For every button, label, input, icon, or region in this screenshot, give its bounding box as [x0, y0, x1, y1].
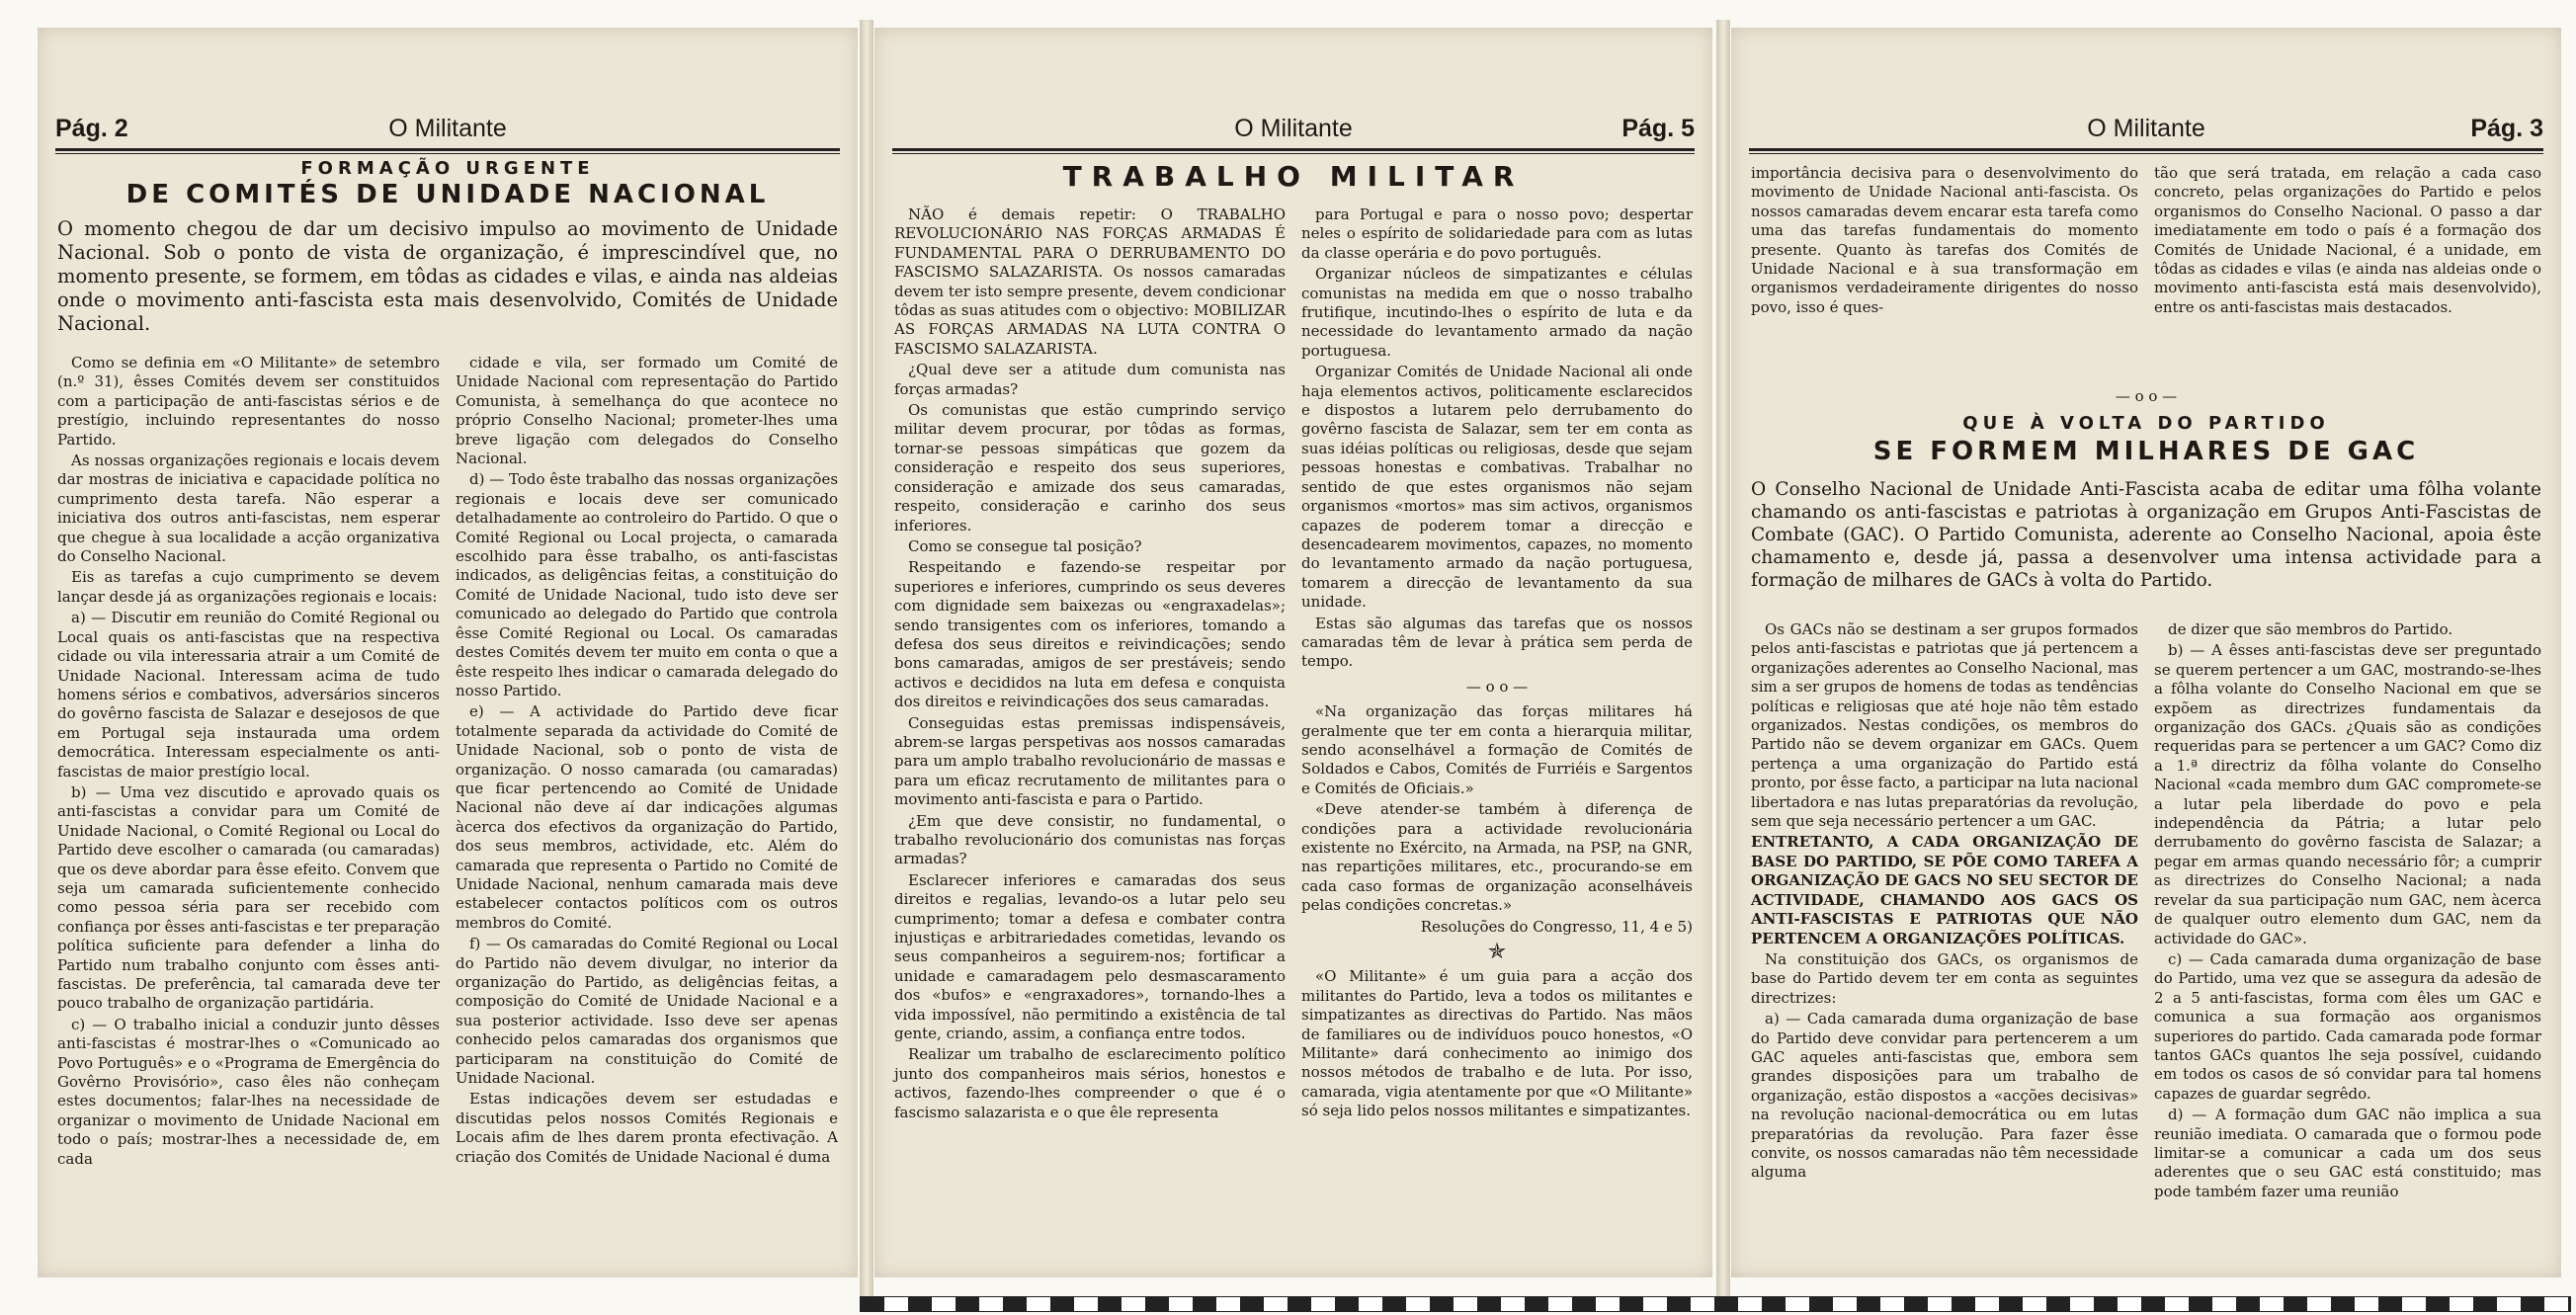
header-rule [892, 148, 1695, 151]
paragraph: Eis as tarefas a cujo cumprimento se devem lançar desde já as organizações regionais e locais: [57, 568, 440, 606]
page-fold [860, 20, 873, 1304]
masthead: O Militante [388, 115, 507, 142]
paragraph: b) — A êsses anti-fascistas deve ser preguntado se querem pertencer a um GAC, mostrando-se-lhes a fôlha volante do Conselho Nacional em que se expõem as directrizes fundamentais da organização dos GACs. ¿Quais são as condições requeridas para se pertencer a um GAC? Como diz a 1.ª directriz da fôlha volante do Conselho Nacional «cada membro dum GAC compromete-se a lutar pela liberdade do povo e pela independência da Pátria; a lutar pelo derrubamento do govêrno fascista de Salazar; a pegar em armas quando necessário fôr; a cumprir as directrizes do Conselho Nacional; a nada revelar da sua participação num GAC, nem àcerca de qualquer outro elemento dum GAC, nem da actividade do GAC». [2154, 641, 2541, 947]
page-2 [38, 28, 858, 1277]
page-number: Pág. 2 [55, 115, 128, 142]
paragraph: c) — O trabalho inicial a conduzir junto dêsses anti-fascistas é mostrar-lhes o «Comunicado ao Povo Português» e o «Programa de Emergência do Govêrno Provisório», caso êles não conheçam estes documentos; falar-lhes na necessidade de organizar o movimento de Unidade Nacional em todo o país; mostrar-lhes a necessidade de, em cada [57, 1015, 440, 1168]
column-right [2154, 620, 2541, 1203]
article-kicker: QUE À VOLTA DO PARTIDO [1962, 413, 2330, 434]
section-divider: — o o — [1465, 677, 1529, 696]
paragraph: Os comunistas que estão cumprindo serviço militar devem procurar, por tôdas as formas, tornar-se pessoas simpáticas que gozem da consideração e respeito dos seus superiores, consideração e amizade dos seus camaradas, respeito, consideração e carinho dos seus inferiores. [894, 401, 1286, 534]
column-left [894, 205, 1286, 1124]
masthead: O Militante [2087, 115, 2205, 142]
quotation: «Deve atender-se também à diferença de condições para a actividade revolucionária existente no Exército, na Armada, na PSP, na GNR, nas repartições militares, etc., procurando-se em cada caso formas de organização aconselháveis pelas condições concretas.» [1301, 800, 1693, 915]
header-rule-thin [55, 153, 840, 154]
continued-columns [1751, 164, 2541, 319]
article-columns [57, 354, 838, 1171]
paragraph: Estas indicações devem ser estudadas e discutidas pelos nossos Comités Regionais e Locais afim de lhes darem pronta efectivação. A criação dos Comités de Unidade Nacional é duma [456, 1090, 838, 1166]
header-rule-thin [1749, 153, 2543, 154]
paragraph: Respeitando e fazendo-se respeitar por superiores e inferiores, cumprindo os seus deveres com dignidade sem baixezas ou «engraxadelas»; sendo transigentes com os inferiores, tomando a defesa dos seus direitos e reivindicações; sendo bons camaradas, amigos de ser prestáveis; sendo activos e decididos na luta em defesa e conquista dos direitos e reivindicações dos seus camaradas. [894, 558, 1286, 711]
paragraph: d) — A formação dum GAC não implica a sua reunião imediata. O camarada que o formou pode limitar-se a comunicar a cada um dos seus aderentes que o seu GAC está constituido; mas pode também fazer uma reunião [2154, 1106, 2541, 1200]
column-left [1751, 164, 2138, 319]
paragraph: para Portugal e para o nosso povo; despertar neles o espírito de solidariedade para com as lutas da classe operária e do povo português. [1301, 205, 1693, 262]
paragraph: b) — Uma vez discutido e aprovado quais os anti-fascistas a convidar para um Comité de Unidade Nacional, o Comité Regional ou Local do Partido deve escolher o camarada (ou camaradas) que os deve abordar para êsse efeito. Convem que seja um camarada suficientemente conhecido como pessoa séria para ser recebido com confiança por êsses anti-fascistas e ter preparação política suficiente para defender a linha do Partido num trabalho conjunto com êsses anti-fascistas. De preferência, tal camarada deve ter pouco trabalho de organização partidária. [57, 782, 440, 1013]
paragraph: «O Militante» é um guia para a acção dos militantes do Partido, leva a todos os militantes e simpatizantes as directivas do Partido. Nas mãos de familiares ou de indivíduos pouco honestos, «O Militante» dará conhecimento ao inimigo dos nossos métodos de trabalho e de luta. Por isso, camarada, vigia atentamente por que «O Militante» só seja lido pelos nossos militantes e simpatizantes. [1301, 967, 1693, 1120]
paragraph: a) — Discutir em reunião do Comité Regional ou Local quais os anti-fascistas que na respectiva cidade ou vila interessaria atrair a um Comité de Unidade Nacional. Interessam acima de tudo homens sérios e combativos, adversários sinceros do govêrno fascista de Salazar e desejosos de que em Portugal seja instaurada uma ordem democrática. Interessam especialmente os anti-fascistas de maior prestígio local. [57, 609, 440, 781]
paragraph: ENTRETANTO, A CADA ORGANIZAÇÃO DE BASE DO PARTIDO, SE PÕE COMO TAREFA A ORGANIZAÇÃO DE GACS NO SEU SECTOR DE ACTIVIDADE, CHAMANDO AOS GACS OS ANTI-FASCISTAS E PATRIOTAS QUE NÃO PERTENCEM A ORGANIZAÇÕES POLÍTICAS. [1751, 833, 2138, 947]
paragraph: Esclarecer inferiores e camaradas dos seus direitos e regalias, levando-os a lutar pelo seu cumprimento; tomar a defesa e combater contra injustiças e arbitrariedades cometidas, levando os seus companheiros a seguirem-nos; fortificar a unidade e camaradagem pelo desmascaramento dos «bufos» e «engraxadores», tornando-lhes a vida impossível, não permitindo a existência de tal gente, criando, assim, a confiança entre todos. [894, 870, 1286, 1043]
paragraph: Os GACs não se destinam a ser grupos formados pelos anti-fascistas e patriotas que já pertencem a organizações aderentes ao Conselho Nacional, mas sim a ser grupos de homens de todas as tendências políticas e religiosas que até hoje não têm estado organizados. Nestas condições, os membros do Partido não se devem organizar em GACs. Quem pertença a uma organização do Partido está pronto, por êsse facto, a participar na luta nacional libertadora e nas lutas preparatórias da revolução, sem que seja necessário pertencer a um GAC. [1751, 620, 2138, 831]
article-columns [1751, 620, 2541, 1203]
article-lead: O Conselho Nacional de Unidade Anti-Fascista acaba de editar uma fôlha volante chamando os anti-fascistas e patriotas à organização em Grupos Anti-Fascistas de Combate (GAC). O Partido Comunista, aderente ao Conselho Nacional, apoia êste chamamento e, desde já, passa a desenvolver uma intensa actividade para a formação de milhares de GACs à volta do Partido. [1751, 479, 2541, 591]
page-3 [1731, 28, 2561, 1277]
column-right [456, 354, 838, 1171]
article-columns [894, 205, 1693, 1124]
paragraph: e) — A actividade do Partido deve ficar totalmente separada da actividade do Comité de Unidade Nacional, sob o ponto de vista de organização. O nosso camarada (ou camaradas) que ficar pertencendo ao Comité de Unidade Nacional não deve aí dar indicações algumas àcerca dos efectivos da organização do Partido, dos seus membros, actividade, etc. Além do camarada que representa o Partido no Comité de Unidade Nacional, nenhum camarada mais deve estabelecer contactos políticos com os outros membros do Comité. [456, 702, 838, 932]
citation: Resoluções do Congresso, 11, 4 e 5) [1420, 917, 1693, 936]
paragraph: f) — Os camaradas do Comité Regional ou Local do Partido não devem divulgar, no interior da organização do Partido, as deligências feitas, a composição do Comité de Unidade Nacional e a sua posterior actividade. Isso deve ser apenas conhecido pelos camaradas dos organismos que participaram na constituição do Comité de Unidade Nacional. [456, 935, 838, 1088]
paragraph: Realizar um trabalho de esclarecimento político junto dos companheiros mais sérios, honestos e activos, fazendo-lhes compreender o que é o fascismo salazarista e o que êle representa [894, 1045, 1286, 1121]
paragraph: NÃO é demais repetir: O TRABALHO REVOLUCIONÁRIO NAS FORÇAS ARMADAS É FUNDAMENTAL PARA O DERRUBAMENTO DO FASCISMO SALAZARISTA. Os nossos camaradas devem ter isto sempre presente, devem condicionar tôdas as suas atitudes com o objectivo: MOBILIZAR AS FORÇAS ARMADAS NA LUTA CONTRA O FASCISMO SALAZARISTA. [894, 205, 1286, 358]
paragraph: Organizar núcleos de simpatizantes e células comunistas na medida em que o nosso trabalho frutifique, incutindo-lhes o espírito de luta e da necessidade do levantamento armado da nação portuguesa. [1301, 265, 1693, 360]
page-fold [1716, 20, 1730, 1304]
paragraph: Conseguidas estas premissas indispensáveis, abrem-se largas perspetivas aos nossos camaradas para um amplo trabalho revolucionário de massas e para um eficaz recrutamento de militantes para o movimento anti-fascista e para o Partido. [894, 713, 1286, 809]
article-headline: DE COMITÉS DE UNIDADE NACIONAL [125, 180, 770, 209]
paragraph: c) — Cada camarada duma organização de base do Partido, uma vez que se assegura da adesão de 2 a 5 anti-fascistas, forma com êles um GAC e comunica a sua formação aos organismos superiores do partido. Cada camarada pode formar tantos GACs quantos lhe seja possível, cuidando em todos os casos de só convidar para tal homens capazes de guardar segrêdo. [2154, 949, 2541, 1103]
paragraph: de dizer que são membros do Partido. [2168, 620, 2453, 638]
page-number: Pág. 5 [1621, 115, 1695, 142]
header-rule-thin [892, 153, 1695, 154]
header-rule [55, 148, 840, 151]
quotation: «Na organização das forças militares há geralmente que ter em conta a hierarquia militar, sendo aconselhável a formação de Comités de Soldados e Cabos, Comités de Furriéis e Sargentos e Comités de Oficiais.» [1301, 702, 1693, 797]
question: Como se consegue tal posição? [908, 536, 1142, 555]
column-right [1301, 205, 1693, 1124]
header-rule [1749, 148, 2543, 151]
paragraph: tão que será tratada, em relação a cada caso concreto, pelas organizações do Partido e pelos organismos do Conselho Nacional. O passo a dar imediatamente em todo o país é a formação dos Comités de Unidade Nacional, é a unidade, em tôdas as cidades e vilas (e ainda nas aldeias onde o movimento anti-fascista está mais desenvolvido), entre os anti-fascistas mais destacados. [2154, 164, 2541, 316]
page-number: Pág. 3 [2470, 115, 2543, 142]
paragraph: Estas são algumas das tarefas que os nossos camaradas têm de levar à prática sem perda de tempo. [1301, 614, 1693, 671]
question: ¿Qual deve ser a atitude dum comunista nas forças armadas? [894, 361, 1286, 398]
paragraph: Na constituição dos GACs, os organismos de base do Partido devem ter em conta as seguintes directrizes: [1751, 949, 2138, 1007]
masthead: O Militante [1234, 115, 1353, 142]
article-lead: O momento chegou de dar um decisivo impulso ao movimento de Unidade Nacional. Sob o ponto de vista de organização, é imprescindível que, no momento presente, se formem, em tôdas as cidades e vilas, e ainda nas aldeias onde o movimento anti-fascista esta mais desenvolvido, Comités de Unidade Nacional. [57, 217, 838, 335]
star-ornament: ✯ [1487, 940, 1507, 965]
question: ¿Em que deve consistir, no fundamental, o trabalho revolucionário dos comunistas nas forças armadas? [894, 811, 1286, 868]
page-5 [874, 28, 1712, 1277]
column-right [2154, 164, 2541, 319]
column-left [57, 354, 440, 1171]
paragraph: Como se definia em «O Militante» de setembro (n.º 31), êsses Comités devem ser constituidos com a participação de anti-fascistas sérios e de prestígio, incluindo representantes do nosso Partido. [57, 354, 440, 449]
paragraph: As nossas organizações regionais e locais devem dar mostras de iniciativa e capacidade política no cumprimento desta tarefa. Não esperar a iniciativa dos outros anti-fascistas, nem esperar que chegue à sua localidade a acção organizativa do Conselho Nacional. [57, 452, 440, 566]
article-headline: TRABALHO MILITAR [1062, 160, 1525, 193]
article-headline: SE FORMEM MILHARES DE GAC [1872, 437, 2420, 466]
article-kicker: FORMAÇÃO URGENTE [300, 158, 595, 179]
paragraph: Organizar Comités de Unidade Nacional ali onde haja elementos activos, politicamente esclarecidos e dispostos a lutarem pelo derrubamento do govêrno fascista de Salazar, sem ter em conta as suas idéias políticas ou religiosas, desde que sejam pessoas honestas e combativas. Trabalhar no sentido de que estes organismos não sejam organismos «mortos» mas sim activos, organismos capazes de poderem tomar a direcção e desencadearem movimentos, capazes, no momento do levantamento armado da nação portuguesa, tomarem a direcção de levantamento da sua unidade. [1301, 363, 1693, 612]
paragraph: a) — Cada camarada duma organização de base do Partido deve convidar para pertencerem a um GAC aqueles anti-fascistas que, embora sem grandes disposições para um trabalho de organização, estão dispostos a «acções decisivas» na revolução nacional-democrática ou em lutas preparatórias da revolução. Para fazer êsse convite, os nossos camaradas não têm necessidade alguma [1751, 1010, 2138, 1182]
column-left [1751, 620, 2138, 1203]
scan-color-scale-bar [860, 1296, 2571, 1312]
paragraph: importância decisiva para o desenvolvimento do movimento de Unidade Nacional anti-fascista. Os nossos camaradas devem encarar esta tarefa como uma das tarefas fundamentais do momento presente. Quanto às tarefas dos Comités de Unidade Nacional e à sua transformação em organismos verdadeiramente dirigentes do nosso povo, isso é ques- [1751, 164, 2138, 316]
paragraph: d) — Todo êste trabalho das nossas organizações regionais e locais deve ser comunicado detalhadamente ao controleiro do Partido. O que o Comité Regional ou Local projecta, o camarada escolhido para êsse trabalho, os anti-fascistas indicados, as deligências feitas, a constituição do Comité de Unidade Nacional, tudo isto deve ser comunicado ao delegado do Partido que controla êsse Comité Regional ou Local. Os camaradas destes Comités devem ter muito em conta o que a êste respeito lhes indicar o camarada delegado do nosso Partido. [456, 470, 839, 699]
paragraph: cidade e vila, ser formado um Comité de Unidade Nacional com representação do Partido Comunista, à semelhança do que acontece no próprio Conselho Nacional; prometer-lhes uma breve ligação com delegados do Conselho Nacional. [456, 354, 838, 468]
section-divider: — o o — [2115, 387, 2178, 405]
